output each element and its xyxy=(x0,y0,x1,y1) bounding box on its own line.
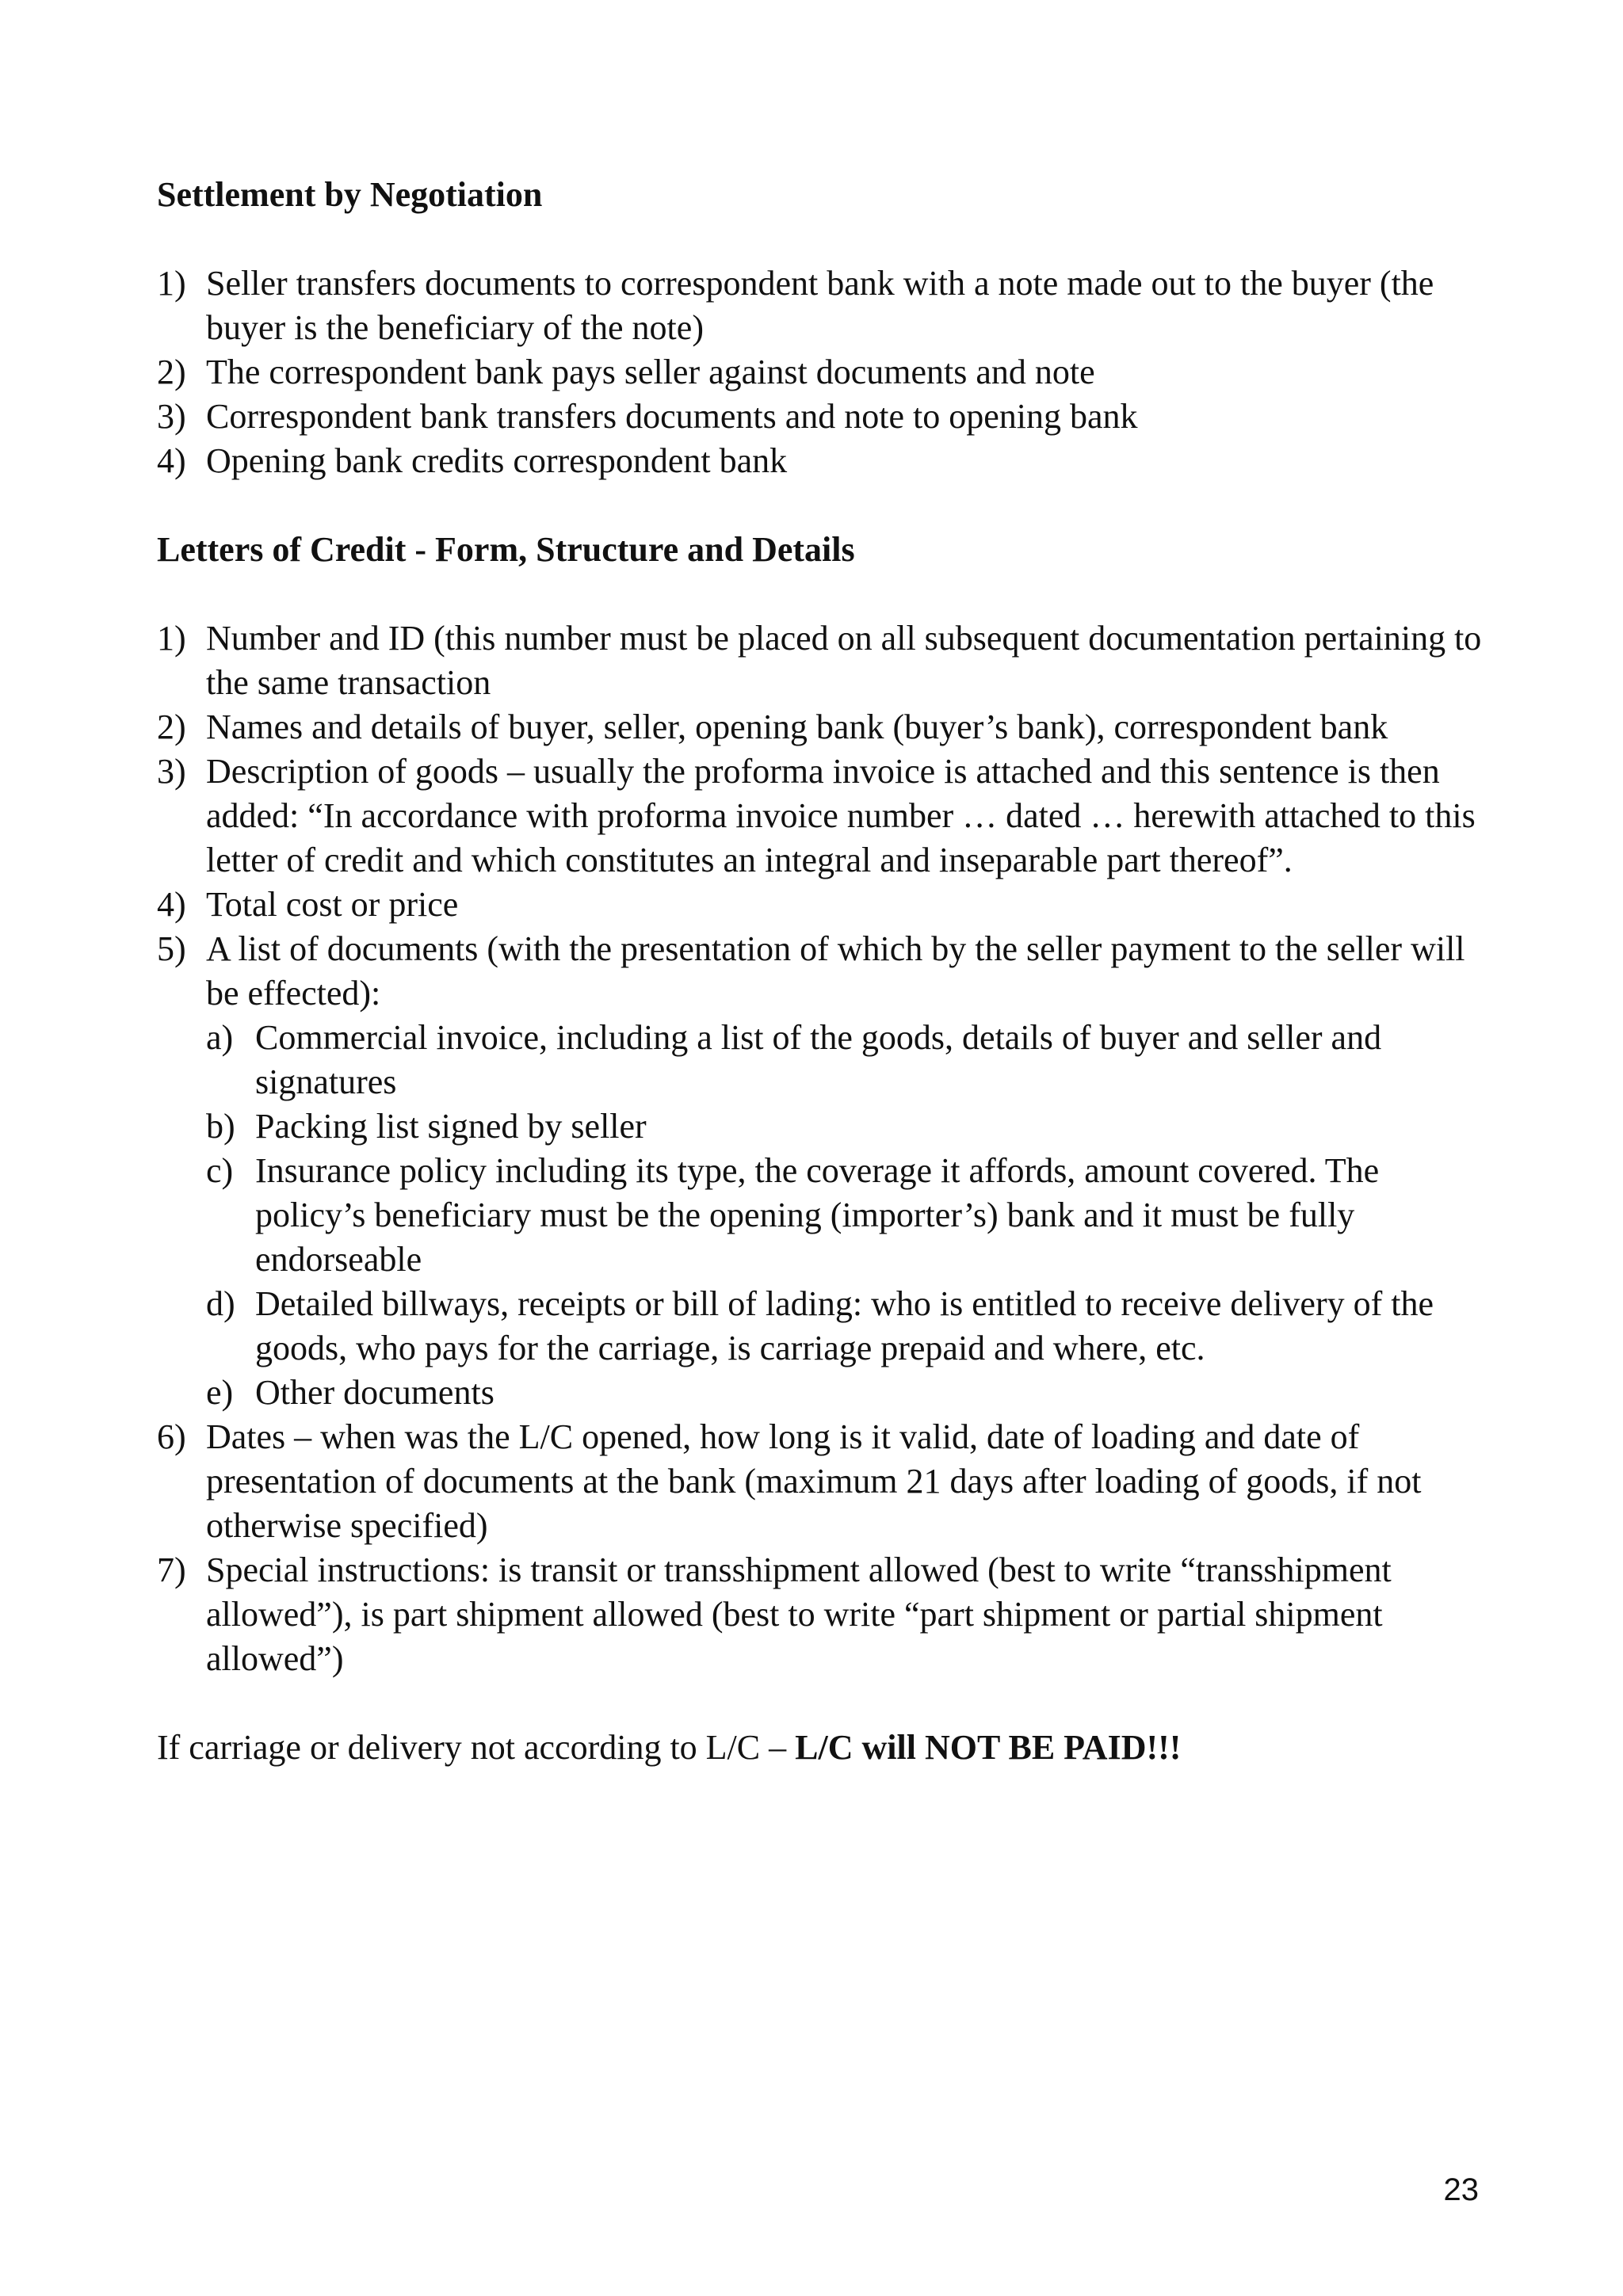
list-item xyxy=(157,1415,1496,1548)
item-text: Names and details of buyer, seller, opening bank (buyer’s bank), correspondent bank xyxy=(206,707,1388,746)
sublist-item xyxy=(206,1149,1496,1282)
list-item xyxy=(157,1548,1496,1681)
item-number: 4) xyxy=(157,885,186,924)
subitem-text: Commercial invoice, including a list of the goods, details of buyer and seller and signatures xyxy=(255,1018,1382,1101)
page-number: 23 xyxy=(1443,2172,1479,2207)
sublist-item xyxy=(206,1282,1496,1371)
section-heading-settlement: Settlement by Negotiation xyxy=(157,175,543,214)
subitem-letter: c) xyxy=(206,1151,234,1190)
item-text: Dates – when was the L/C opened, how long is it valid, date of loading and date of presentation of documents at the bank (maximum 21 days after loading of goods, if not otherwise specified) xyxy=(206,1417,1422,1545)
documents-sublist xyxy=(206,1016,1496,1415)
subitem-letter: d) xyxy=(206,1284,235,1323)
subitem-text: Insurance policy including its type, the coverage it affords, amount covered. The policy’s beneficiary must be the opening (importer’s) bank and it must be fully endorseable xyxy=(255,1151,1380,1279)
sublist-item xyxy=(206,1371,1496,1415)
list-item xyxy=(157,261,1496,350)
item-number: 3) xyxy=(157,752,186,791)
list-item xyxy=(157,439,1496,483)
closing-warning xyxy=(157,1726,1496,1770)
item-number: 2) xyxy=(157,707,186,746)
item-number: 1) xyxy=(157,264,186,303)
list-item xyxy=(157,927,1496,1415)
item-text: Seller transfers documents to correspondent bank with a note made out to the buyer (the buyer is the beneficiary of the note) xyxy=(206,264,1434,347)
closing-emphasis: L/C will NOT BE PAID!!! xyxy=(795,1728,1182,1767)
item-number: 5) xyxy=(157,929,186,968)
lc-details-list xyxy=(157,616,1496,1681)
item-number: 2) xyxy=(157,353,186,391)
item-number: 4) xyxy=(157,441,186,480)
section-heading-letters-of-credit: Letters of Credit - Form, Structure and Details xyxy=(157,530,855,569)
subitem-letter: b) xyxy=(206,1107,235,1146)
list-item xyxy=(157,749,1496,883)
closing-text: If carriage or delivery not according to L/C – xyxy=(157,1728,796,1767)
item-text: Opening bank credits correspondent bank xyxy=(206,441,788,480)
item-text: Total cost or price xyxy=(206,885,459,924)
list-item xyxy=(157,395,1496,439)
item-number: 1) xyxy=(157,619,186,658)
subitem-letter: a) xyxy=(206,1018,234,1057)
settlement-steps-list xyxy=(157,261,1496,483)
sublist-item xyxy=(206,1104,1496,1149)
item-text: The correspondent bank pays seller against documents and note xyxy=(206,353,1095,391)
subitem-text: Packing list signed by seller xyxy=(255,1107,647,1146)
list-item xyxy=(157,705,1496,749)
item-number: 6) xyxy=(157,1417,186,1456)
item-text: Special instructions: is transit or transshipment allowed (best to write “transshipment allowed”), is part shipment allowed (best to write “part shipment or partial shipment allowed”) xyxy=(206,1550,1392,1678)
item-number: 7) xyxy=(157,1550,186,1589)
list-item xyxy=(157,616,1496,705)
list-item xyxy=(157,350,1496,395)
item-text: Number and ID (this number must be placed on all subsequent documentation pertaining to the same transaction xyxy=(206,619,1482,702)
list-item xyxy=(157,883,1496,927)
subitem-letter: e) xyxy=(206,1373,234,1412)
document-body xyxy=(157,173,1496,1770)
subitem-text: Other documents xyxy=(255,1373,495,1412)
item-text: Correspondent bank transfers documents and note to opening bank xyxy=(206,397,1138,436)
subitem-text: Detailed billways, receipts or bill of lading: who is entitled to receive delivery of the goods, who pays for the carriage, is carriage prepaid and where, etc. xyxy=(255,1284,1434,1367)
item-text: Description of goods – usually the proforma invoice is attached and this sentence is then added: “In accordance with proforma invoice number … dated … herewith attached to this letter of credit and which constitutes an integral and inseparable part thereof”. xyxy=(206,752,1476,879)
item-number: 3) xyxy=(157,397,186,436)
item-text: A list of documents (with the presentation of which by the seller payment to the seller will be effected): xyxy=(206,929,1465,1013)
sublist-item xyxy=(206,1016,1496,1104)
